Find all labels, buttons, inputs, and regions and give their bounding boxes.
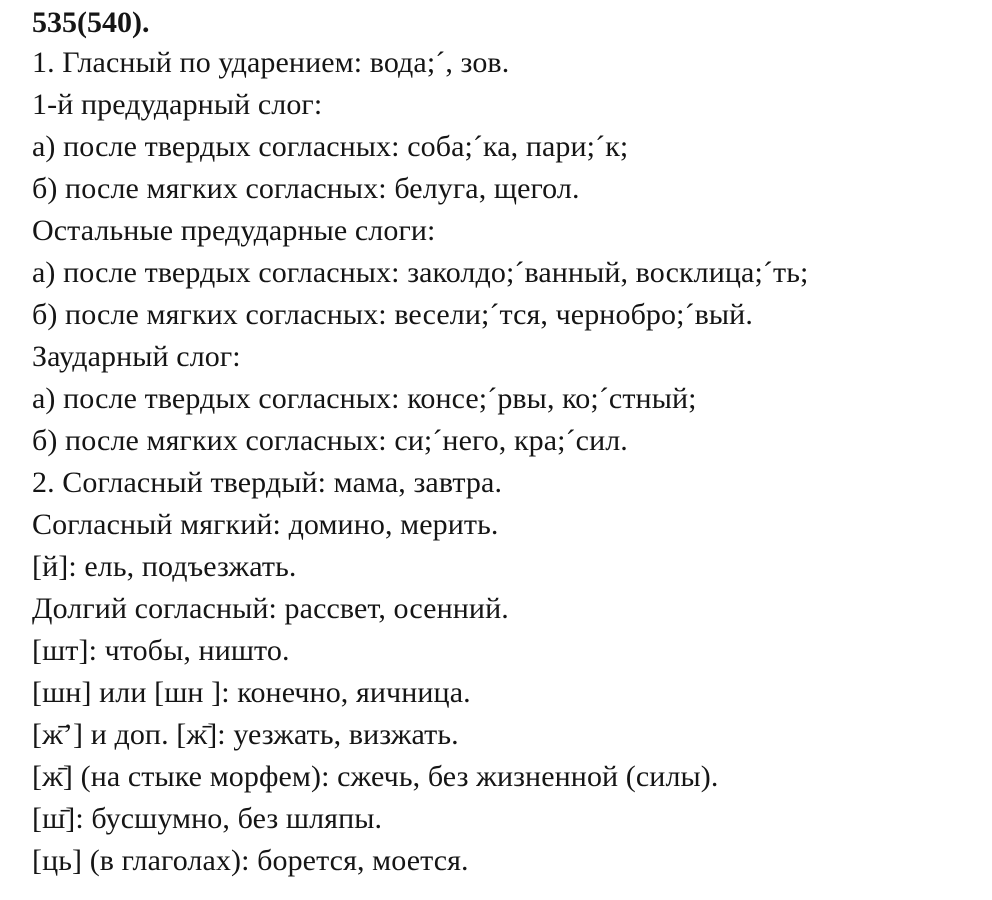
text-line: [ж̄] (на стыке морфем): сжечь, без жизненной (силы). xyxy=(32,760,719,793)
exercise-number: 535(540). xyxy=(32,6,150,39)
text-line: [шт]: чтобы, ништо. xyxy=(32,634,290,667)
text-line: а) после твердых согласных: консе;´рвы, ко;´стный; xyxy=(32,382,697,415)
text-line: а) после твердых согласных: соба;´ка, пари;´к; xyxy=(32,130,629,163)
text-line: а) после твердых согласных: заколдо;´ванный, восклица;´ть; xyxy=(32,256,809,289)
text-line: Согласный мягкий: домино, мерить. xyxy=(32,508,499,541)
text-line: Заударный слог: xyxy=(32,340,241,373)
text-line: б) после мягких согласных: си;´него, кра;´сил. xyxy=(32,424,628,457)
text-line: Остальные предударные слоги: xyxy=(32,214,436,247)
text-line: 1-й предударный слог: xyxy=(32,88,323,121)
text-line: 2. Согласный твердый: мама, завтра. xyxy=(32,466,503,499)
text-line: 1. Гласный по ударением: вода;´, зов. xyxy=(32,46,510,79)
text-line: б) после мягких согласных: белуга, щегол. xyxy=(32,172,580,205)
text-line: Долгий согласный: рассвет, осенний. xyxy=(32,592,509,625)
text-line: [й]: ель, подъезжать. xyxy=(32,550,297,583)
text-line: [шн] или [шн ]: конечно, яичница. xyxy=(32,676,471,709)
text-line: [ць] (в глаголах): борется, моется. xyxy=(32,844,469,877)
text-line: б) после мягких согласных: весели;´тся, чернобро;´вый. xyxy=(32,298,753,331)
document-page xyxy=(32,4,982,882)
text-line: [ж̄’] и доп. [ж̄]: уезжать, визжать. xyxy=(32,718,459,751)
text-line: [ш̄]: бусшумно, без шляпы. xyxy=(32,802,383,835)
